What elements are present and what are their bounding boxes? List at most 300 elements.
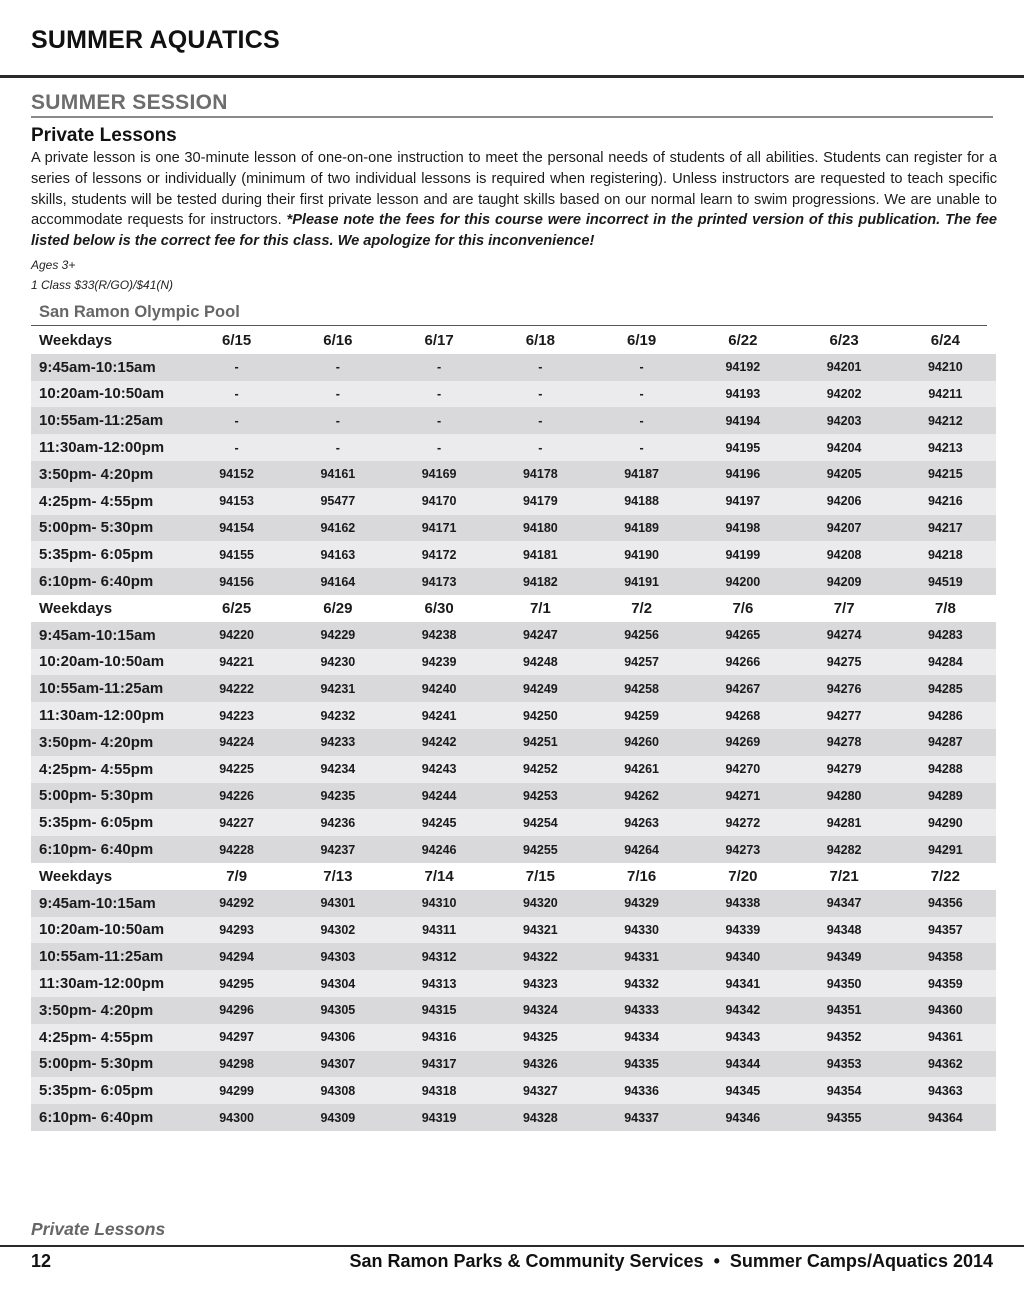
course-code: 94181: [490, 541, 591, 568]
course-code: 94154: [186, 515, 287, 542]
course-code: 94312: [389, 943, 490, 970]
date-header: 6/17: [389, 327, 490, 354]
course-code: 94217: [895, 515, 996, 542]
time-slot: 5:35pm- 6:05pm: [31, 1077, 186, 1104]
course-code: 94315: [389, 997, 490, 1024]
course-code: 94316: [389, 1024, 490, 1051]
course-code: 94223: [186, 702, 287, 729]
course-code: 94242: [389, 729, 490, 756]
course-code: 94180: [490, 515, 591, 542]
date-header: 6/23: [794, 327, 895, 354]
course-code: 94199: [692, 541, 793, 568]
course-code: 94305: [287, 997, 388, 1024]
course-code: 94333: [591, 997, 692, 1024]
course-code: 94318: [389, 1077, 490, 1104]
course-code: 94352: [794, 1024, 895, 1051]
course-code: 94155: [186, 541, 287, 568]
course-code: 94235: [287, 783, 388, 810]
schedule-row: [31, 649, 996, 676]
course-code: 94258: [591, 675, 692, 702]
course-code: 94173: [389, 568, 490, 595]
course-code: 94320: [490, 890, 591, 917]
course-code: 94362: [895, 1051, 996, 1078]
course-code: 94354: [794, 1077, 895, 1104]
time-slot: 9:45am-10:15am: [31, 354, 186, 381]
page-header-title: SUMMER AQUATICS: [31, 26, 280, 54]
course-code: 94346: [692, 1104, 793, 1131]
course-code: 94317: [389, 1051, 490, 1078]
course-code: 94285: [895, 675, 996, 702]
schedule-row: [31, 541, 996, 568]
course-code: 94253: [490, 783, 591, 810]
schedule-header-row: [31, 595, 996, 622]
footer-divider: [0, 1245, 1024, 1247]
date-header: 7/21: [794, 863, 895, 890]
course-code: 94286: [895, 702, 996, 729]
course-code: 94255: [490, 836, 591, 863]
course-code: 94246: [389, 836, 490, 863]
course-code: 94350: [794, 970, 895, 997]
location-divider: [31, 325, 987, 326]
description-text: A private lesson is one 30-minute lesson of one-on-one instruction to meet the personal needs of students of all abilities. Students can register for a series of lessons or individually (minimum of two individual lessons is required when registering). Unless instructors are requested to teach specific skills, students will be tested during their first private lesson and are taught skills based on our normal learn to swim progressions. We are unable to accommodate requests for instructors.: [31, 150, 997, 229]
schedule-row: [31, 568, 996, 595]
course-code: 94340: [692, 943, 793, 970]
course-code: 94209: [794, 568, 895, 595]
course-code: -: [186, 381, 287, 408]
course-code: 94189: [591, 515, 692, 542]
footer-publication: [349, 1251, 993, 1272]
course-code: 94360: [895, 997, 996, 1024]
footer-organization: San Ramon Parks & Community Services: [349, 1251, 704, 1271]
course-code: 94254: [490, 809, 591, 836]
course-code: 94200: [692, 568, 793, 595]
time-slot: 9:45am-10:15am: [31, 622, 186, 649]
date-header: 7/20: [692, 863, 793, 890]
course-code: 94277: [794, 702, 895, 729]
course-code: 94208: [794, 541, 895, 568]
course-code: 94259: [591, 702, 692, 729]
schedule-row: [31, 407, 996, 434]
course-code: 94196: [692, 461, 793, 488]
course-code: 94198: [692, 515, 793, 542]
course-code: 94270: [692, 756, 793, 783]
course-code: 94252: [490, 756, 591, 783]
schedule-row: [31, 381, 996, 408]
course-code: 94278: [794, 729, 895, 756]
class-fee: 1 Class $33(R/GO)/$41(N): [31, 278, 174, 292]
date-header: 7/2: [591, 595, 692, 622]
course-code: 94304: [287, 970, 388, 997]
course-code: 94234: [287, 756, 388, 783]
course-code: 94224: [186, 729, 287, 756]
schedule-row: [31, 434, 996, 461]
schedule-row: [31, 917, 996, 944]
time-slot: 11:30am-12:00pm: [31, 434, 186, 461]
course-code: 94293: [186, 917, 287, 944]
course-code: 94260: [591, 729, 692, 756]
schedule-row: [31, 515, 996, 542]
fee-correction-notice: *Please note the fees for this course were incorrect in the printed version of this publication. The fee listed below is the correct fee for this class. We apologize for this inconvenience!: [31, 212, 997, 250]
course-code: 94245: [389, 809, 490, 836]
course-code: 94202: [794, 381, 895, 408]
section-title: SUMMER SESSION: [31, 91, 228, 114]
course-code: 94264: [591, 836, 692, 863]
course-code: 94227: [186, 809, 287, 836]
course-code: 94322: [490, 943, 591, 970]
course-code: 94284: [895, 649, 996, 676]
course-code: 94250: [490, 702, 591, 729]
course-code: -: [287, 354, 388, 381]
course-code: -: [490, 354, 591, 381]
course-code: 94303: [287, 943, 388, 970]
course-code: 94238: [389, 622, 490, 649]
course-code: 94356: [895, 890, 996, 917]
schedule-row: [31, 702, 996, 729]
course-code: 94327: [490, 1077, 591, 1104]
time-slot: 11:30am-12:00pm: [31, 702, 186, 729]
course-code: 94251: [490, 729, 591, 756]
schedule-body: [31, 327, 996, 1131]
course-code: 94519: [895, 568, 996, 595]
course-code: 94164: [287, 568, 388, 595]
course-code: -: [186, 354, 287, 381]
schedule-row: [31, 1051, 996, 1078]
schedule-row: [31, 783, 996, 810]
course-code: 94275: [794, 649, 895, 676]
course-code: 94323: [490, 970, 591, 997]
course-code: 94271: [692, 783, 793, 810]
course-code: 94283: [895, 622, 996, 649]
time-slot: 5:35pm- 6:05pm: [31, 541, 186, 568]
course-code: 94195: [692, 434, 793, 461]
course-code: 94247: [490, 622, 591, 649]
course-code: 94266: [692, 649, 793, 676]
course-code: 94301: [287, 890, 388, 917]
course-code: 94221: [186, 649, 287, 676]
course-code: 94187: [591, 461, 692, 488]
course-code: 94178: [490, 461, 591, 488]
course-code: 94161: [287, 461, 388, 488]
course-code: -: [186, 407, 287, 434]
schedule-row: [31, 809, 996, 836]
course-code: 94294: [186, 943, 287, 970]
schedule-row: [31, 836, 996, 863]
program-title: Private Lessons: [31, 125, 177, 146]
course-code: 94230: [287, 649, 388, 676]
course-code: 94263: [591, 809, 692, 836]
date-header: 7/9: [186, 863, 287, 890]
time-slot: 5:35pm- 6:05pm: [31, 809, 186, 836]
course-code: 94337: [591, 1104, 692, 1131]
date-header: 7/6: [692, 595, 793, 622]
course-code: 94190: [591, 541, 692, 568]
course-code: 94308: [287, 1077, 388, 1104]
course-code: 94289: [895, 783, 996, 810]
course-code: 94237: [287, 836, 388, 863]
course-code: 94204: [794, 434, 895, 461]
course-code: 94349: [794, 943, 895, 970]
course-code: 94282: [794, 836, 895, 863]
course-code: 94292: [186, 890, 287, 917]
course-code: 94162: [287, 515, 388, 542]
course-code: 94343: [692, 1024, 793, 1051]
time-slot: 9:45am-10:15am: [31, 890, 186, 917]
course-code: 94192: [692, 354, 793, 381]
course-code: -: [389, 354, 490, 381]
date-header: 6/29: [287, 595, 388, 622]
time-slot: 3:50pm- 4:20pm: [31, 997, 186, 1024]
course-code: 94256: [591, 622, 692, 649]
course-code: 94226: [186, 783, 287, 810]
date-header: 7/8: [895, 595, 996, 622]
course-code: 94169: [389, 461, 490, 488]
date-header: 7/1: [490, 595, 591, 622]
course-code: 94269: [692, 729, 793, 756]
course-code: -: [490, 434, 591, 461]
schedule-row: [31, 1104, 996, 1131]
section-divider: [31, 116, 993, 118]
course-code: 94216: [895, 488, 996, 515]
page-number: 12: [31, 1251, 52, 1271]
course-code: 94280: [794, 783, 895, 810]
course-code: 94361: [895, 1024, 996, 1051]
date-header: 7/16: [591, 863, 692, 890]
course-code: 94335: [591, 1051, 692, 1078]
course-code: 94339: [692, 917, 793, 944]
course-code: 94297: [186, 1024, 287, 1051]
course-code: 94341: [692, 970, 793, 997]
course-code: 94348: [794, 917, 895, 944]
course-code: 94288: [895, 756, 996, 783]
course-code: -: [490, 407, 591, 434]
course-code: 94363: [895, 1077, 996, 1104]
date-header: 6/16: [287, 327, 388, 354]
course-code: -: [490, 381, 591, 408]
course-code: 94307: [287, 1051, 388, 1078]
course-code: 94170: [389, 488, 490, 515]
date-header: 6/24: [895, 327, 996, 354]
course-code: 94272: [692, 809, 793, 836]
course-code: 94296: [186, 997, 287, 1024]
time-slot: 6:10pm- 6:40pm: [31, 1104, 186, 1131]
date-header: 6/19: [591, 327, 692, 354]
course-code: 94194: [692, 407, 793, 434]
course-code: 94182: [490, 568, 591, 595]
course-code: 94357: [895, 917, 996, 944]
schedule-row: [31, 461, 996, 488]
course-code: 94300: [186, 1104, 287, 1131]
schedule-row: [31, 997, 996, 1024]
course-code: 94257: [591, 649, 692, 676]
course-code: 94156: [186, 568, 287, 595]
course-code: 94207: [794, 515, 895, 542]
schedule-row: [31, 729, 996, 756]
course-code: 94179: [490, 488, 591, 515]
course-code: 94309: [287, 1104, 388, 1131]
course-code: 94193: [692, 381, 793, 408]
course-code: 94306: [287, 1024, 388, 1051]
course-code: 94345: [692, 1077, 793, 1104]
date-header: 7/15: [490, 863, 591, 890]
course-code: 94231: [287, 675, 388, 702]
course-code: 94201: [794, 354, 895, 381]
course-code: -: [287, 381, 388, 408]
course-code: 94310: [389, 890, 490, 917]
course-code: 94222: [186, 675, 287, 702]
course-code: 94172: [389, 541, 490, 568]
weekdays-label: Weekdays: [31, 863, 186, 890]
course-code: 94326: [490, 1051, 591, 1078]
schedule-row: [31, 890, 996, 917]
time-slot: 3:50pm- 4:20pm: [31, 461, 186, 488]
date-header: 6/25: [186, 595, 287, 622]
time-slot: 10:20am-10:50am: [31, 917, 186, 944]
course-code: 94355: [794, 1104, 895, 1131]
course-code: 94232: [287, 702, 388, 729]
course-code: 94313: [389, 970, 490, 997]
course-code: 94206: [794, 488, 895, 515]
schedule-row: [31, 354, 996, 381]
course-code: 94287: [895, 729, 996, 756]
course-code: 94215: [895, 461, 996, 488]
course-code: 94347: [794, 890, 895, 917]
course-code: 94364: [895, 1104, 996, 1131]
course-code: -: [389, 407, 490, 434]
course-code: 94328: [490, 1104, 591, 1131]
time-slot: 6:10pm- 6:40pm: [31, 836, 186, 863]
course-code: 94325: [490, 1024, 591, 1051]
schedule-row: [31, 1024, 996, 1051]
course-code: 94243: [389, 756, 490, 783]
course-code: 94188: [591, 488, 692, 515]
course-code: 94205: [794, 461, 895, 488]
course-code: 94267: [692, 675, 793, 702]
course-code: 95477: [287, 488, 388, 515]
weekdays-label: Weekdays: [31, 327, 186, 354]
course-code: 94334: [591, 1024, 692, 1051]
date-header: 7/22: [895, 863, 996, 890]
course-code: 94171: [389, 515, 490, 542]
course-code: 94324: [490, 997, 591, 1024]
course-code: 94279: [794, 756, 895, 783]
course-code: 94331: [591, 943, 692, 970]
course-code: 94241: [389, 702, 490, 729]
course-code: 94210: [895, 354, 996, 381]
course-code: 94291: [895, 836, 996, 863]
course-code: 94298: [186, 1051, 287, 1078]
course-code: 94197: [692, 488, 793, 515]
course-code: 94191: [591, 568, 692, 595]
course-code: 94225: [186, 756, 287, 783]
course-code: 94249: [490, 675, 591, 702]
time-slot: 3:50pm- 4:20pm: [31, 729, 186, 756]
date-header: 7/7: [794, 595, 895, 622]
course-code: 94329: [591, 890, 692, 917]
schedule-row: [31, 622, 996, 649]
course-code: 94276: [794, 675, 895, 702]
course-code: -: [591, 381, 692, 408]
course-code: 94212: [895, 407, 996, 434]
course-code: 94268: [692, 702, 793, 729]
time-slot: 4:25pm- 4:55pm: [31, 756, 186, 783]
course-code: 94290: [895, 809, 996, 836]
schedule-row: [31, 1077, 996, 1104]
course-code: 94358: [895, 943, 996, 970]
course-code: 94229: [287, 622, 388, 649]
course-code: 94330: [591, 917, 692, 944]
course-code: 94342: [692, 997, 793, 1024]
time-slot: 5:00pm- 5:30pm: [31, 515, 186, 542]
course-code: 94281: [794, 809, 895, 836]
course-code: 94299: [186, 1077, 287, 1104]
course-code: -: [591, 354, 692, 381]
schedule-header-row: [31, 863, 996, 890]
course-code: 94311: [389, 917, 490, 944]
date-header: 6/18: [490, 327, 591, 354]
time-slot: 10:55am-11:25am: [31, 675, 186, 702]
age-requirement: Ages 3+: [31, 258, 76, 272]
header-divider: [0, 75, 1024, 78]
schedule-header-row: [31, 327, 996, 354]
course-code: 94244: [389, 783, 490, 810]
location-name: San Ramon Olympic Pool: [39, 303, 240, 321]
course-code: 94239: [389, 649, 490, 676]
course-code: 94336: [591, 1077, 692, 1104]
course-code: 94302: [287, 917, 388, 944]
course-code: -: [287, 434, 388, 461]
course-code: 94273: [692, 836, 793, 863]
course-code: 94321: [490, 917, 591, 944]
course-code: 94319: [389, 1104, 490, 1131]
course-code: -: [186, 434, 287, 461]
course-code: -: [591, 407, 692, 434]
course-code: -: [389, 381, 490, 408]
program-description: [31, 148, 997, 252]
course-code: 94153: [186, 488, 287, 515]
time-slot: 10:55am-11:25am: [31, 943, 186, 970]
time-slot: 5:00pm- 5:30pm: [31, 783, 186, 810]
course-code: 94353: [794, 1051, 895, 1078]
schedule-row: [31, 675, 996, 702]
date-header: 6/22: [692, 327, 793, 354]
course-code: 94152: [186, 461, 287, 488]
time-slot: 6:10pm- 6:40pm: [31, 568, 186, 595]
footer-publication-title: Summer Camps/Aquatics 2014: [729, 1251, 993, 1271]
date-header: 6/30: [389, 595, 490, 622]
course-code: 94332: [591, 970, 692, 997]
date-header: 7/13: [287, 863, 388, 890]
course-code: 94213: [895, 434, 996, 461]
schedule-row: [31, 488, 996, 515]
time-slot: 11:30am-12:00pm: [31, 970, 186, 997]
course-code: 94233: [287, 729, 388, 756]
schedule-table: [31, 327, 996, 1131]
weekdays-label: Weekdays: [31, 595, 186, 622]
course-code: 94236: [287, 809, 388, 836]
schedule-row: [31, 943, 996, 970]
date-header: 6/15: [186, 327, 287, 354]
schedule-row: [31, 756, 996, 783]
course-code: 94228: [186, 836, 287, 863]
time-slot: 4:25pm- 4:55pm: [31, 488, 186, 515]
schedule-row: [31, 970, 996, 997]
course-code: 94218: [895, 541, 996, 568]
footer-bullet: •: [713, 1251, 720, 1271]
course-code: -: [591, 434, 692, 461]
date-header: 7/14: [389, 863, 490, 890]
course-code: 94359: [895, 970, 996, 997]
course-code: 94265: [692, 622, 793, 649]
